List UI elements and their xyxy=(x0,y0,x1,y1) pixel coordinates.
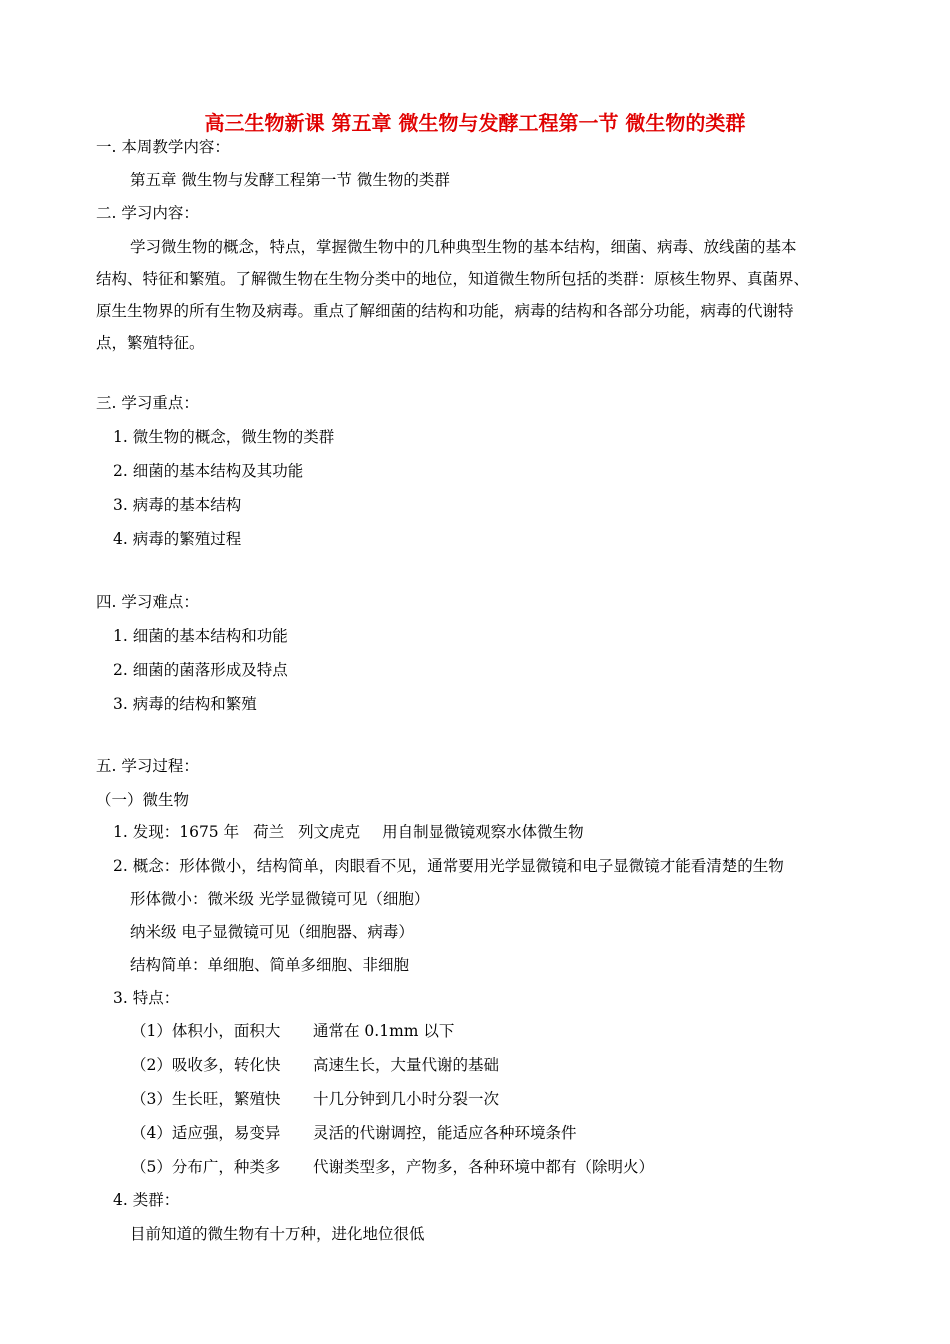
key-point-item: 2. 细菌的基本结构及其功能 xyxy=(113,462,304,480)
feature-item xyxy=(131,1157,654,1177)
subsection-microorganisms: （一）微生物 xyxy=(96,791,190,809)
groups-text: 目前知道的微生物有十万种，进化地位很低 xyxy=(130,1225,425,1243)
key-point-item: 4. 病毒的繁殖过程 xyxy=(113,530,242,548)
learning-content-line: 点，繁殖特征。 xyxy=(96,334,205,352)
learning-content-line: 原生生物界的所有生物及病毒。重点了解细菌的结构和功能，病毒的结构和各部分功能，病毒的代谢特 xyxy=(96,302,794,320)
feature-item xyxy=(131,1021,454,1041)
section-heading-weekly-content: 一. 本周教学内容： xyxy=(96,138,230,156)
groups-label: 4. 类群： xyxy=(113,1191,180,1209)
feature-item xyxy=(131,1055,499,1075)
section-heading-key-points: 三. 学习重点： xyxy=(96,394,199,412)
feature-detail: 代谢类型多，产物多，各种环境中都有（除明火） xyxy=(313,1158,655,1176)
discovery-label: 1. 发现： xyxy=(113,823,180,841)
difficulty-item: 3. 病毒的结构和繁殖 xyxy=(113,695,257,713)
key-point-item: 3. 病毒的基本结构 xyxy=(113,496,242,514)
discovery-description: 用自制显微镜观察水体微生物 xyxy=(382,823,584,841)
size-micrometer-line: 形体微小：微米级 光学显微镜可见（细胞） xyxy=(130,890,430,908)
feature-name: （5）分布广，种类多 xyxy=(131,1158,281,1176)
feature-name: （1）体积小，面积大 xyxy=(131,1022,281,1040)
key-point-item: 1. 微生物的概念，微生物的类群 xyxy=(113,428,335,446)
features-label: 3. 特点： xyxy=(113,989,180,1007)
discovery-country: 荷兰 xyxy=(253,823,285,841)
feature-detail: 灵活的代谢调控，能适应各种环境条件 xyxy=(313,1124,577,1142)
document-title: 高三生物新课 第五章 微生物与发酵工程第一节 微生物的类群 xyxy=(204,111,746,135)
feature-detail: 十几分钟到几小时分裂一次 xyxy=(313,1090,500,1108)
size-nanometer-line: 纳米级 电子显微镜可见（细胞器、病毒） xyxy=(130,923,414,941)
feature-detail: 高速生长，大量代谢的基础 xyxy=(313,1056,500,1074)
feature-name: （3）生长旺，繁殖快 xyxy=(131,1090,281,1108)
feature-name: （2）吸收多，转化快 xyxy=(131,1056,281,1074)
feature-item xyxy=(131,1123,577,1143)
concept-line: 2. 概念：形体微小，结构简单，肉眼看不见，通常要用光学显微镜和电子显微镜才能看清楚的生物 xyxy=(113,857,784,875)
section-heading-learning-process: 五. 学习过程： xyxy=(96,757,199,775)
feature-detail: 通常在 0.1mm 以下 xyxy=(313,1022,455,1040)
section-heading-difficulties: 四. 学习难点： xyxy=(96,593,199,611)
discovery-year: 1675 年 xyxy=(179,823,240,841)
difficulty-item: 2. 细菌的菌落形成及特点 xyxy=(113,661,288,679)
feature-item xyxy=(131,1089,499,1109)
difficulty-item: 1. 细菌的基本结构和功能 xyxy=(113,627,288,645)
weekly-content-text: 第五章 微生物与发酵工程第一节 微生物的类群 xyxy=(130,171,450,189)
learning-content-line: 结构、特征和繁殖。了解微生物在生物分类中的地位，知道微生物所包括的类群：原核生物界、真菌界、 xyxy=(96,270,810,288)
discovery-line xyxy=(113,822,584,842)
section-heading-learning-content: 二. 学习内容： xyxy=(96,204,199,222)
learning-content-line: 学习微生物的概念，特点，掌握微生物中的几种典型生物的基本结构，细菌、病毒、放线菌的基本 xyxy=(130,238,797,256)
discovery-person: 列文虎克 xyxy=(298,823,361,841)
structure-line: 结构简单：单细胞、简单多细胞、非细胞 xyxy=(130,956,410,974)
feature-name: （4）适应强，易变异 xyxy=(131,1124,281,1142)
